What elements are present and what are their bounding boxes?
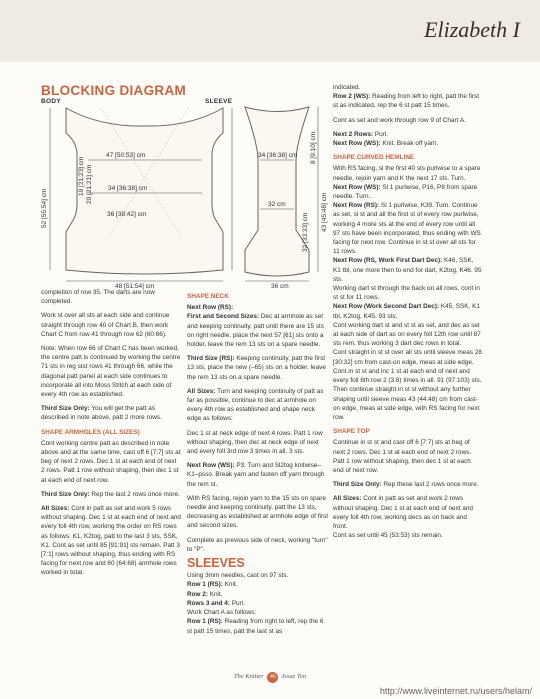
row-text: Purl. [229,599,245,607]
paragraph: Dec 1 st at neck edge of next 4 rows. Patt 1 row without shaping, then dec at neck edge of next and every foll 3rd row 3 times in all. 3 sts. [187,429,323,456]
sleeve-label: SLEEVE [205,98,233,105]
paragraph [187,461,329,489]
row-instruction [187,617,329,635]
row-label: Next Row (Work Second Dart Dec): [333,303,440,311]
paragraph: Using 3mm needles, cast on 97 sts. [187,572,289,580]
paragraph [41,504,181,578]
paragraph [187,354,329,382]
paragraph-text: Keeping continuity, patt the first 13 sts, place the new (–65) sts on a holder, leave the rem 13 sts on a spare needle. [187,355,326,381]
body-dim-waist: 36 [38:42] cm [107,211,147,218]
text-column-3 [333,83,483,545]
row-text: Knit. Break off yarn. [380,140,439,148]
row-text: Reading from right to left, rep the 6 st patt 15 times, patt the last st as [187,618,324,635]
heading-inline: Next Row (WS): [187,462,235,470]
paragraph-text: Dec at armhole as set and keeping continuity, patt until there are 15 sts on right needle, place the next 57 [61] sts onto a holder, leave the rem 13 sts on a spare needle. [187,313,325,349]
paragraph-text: Cont in patt as set and work 5 rows without shaping. Dec 1 st at each end of next and every foll 4th row, working the order on RS rows as follows: K1, K2tog, patt to the last 3 sts, SSK, K1. Cont as set until 85 [91:91] sts remain. Patt 3 [7:1] rows without shaping, thus ending with RS facing for next row and 60 (64:68) armhole rows worked in total. [41,505,181,577]
row-text: K46, SSK, K1 tbl, one more then to end for dart, K2tog, K46. 95 sts. [333,257,482,283]
paragraph [333,256,483,284]
paragraph-text: You will get the patt as described in note above, patt 2 more rows. [41,405,162,422]
paragraph: Cont in st st and inc 1 st at each end of next and every foll 6th row 2 (3:8) times in all. 91 (97:103) sts. [333,367,482,385]
body-dim-chest: 34 [36:38] cm [108,185,148,192]
body-label: BODY [41,98,61,105]
body-dim-bust: 47 [50:53] cm [106,152,146,159]
section-heading: SHAPE TOP [333,428,370,436]
page-title: Elizabeth I [424,17,520,42]
paragraph-text: Rep these last 2 rows once more. [381,481,479,489]
paragraph: Continue in st st and cast off 6 [7:7] sts at beg of next 2 rows. Dec 1 st at each end of next 2 rows. Patt 1 row without shaping, then dec 1 st at each end of next row. [333,439,472,474]
sleeve-dim-upperarm: 34 [36:38] cm [258,152,298,159]
paragraph-text: Turn and keeping continuity of patt as far as possible, continue to dec at armhole on every 4th row as established and shape neck edge as follows: [187,387,324,423]
row-text: Sl 1 purlwise, K39. Turn. Continue as set, sl st and all the first st of every row purlwise, working 4 more sts at the end of every row until all 97 sts have been incorporated, thus ending with WS facing for next row. Continue in st st over all sts for 11 rows. [333,202,481,256]
paragraph-text: Cont in patt as set and work 2 rows without shaping. Dec 1 st at each end of next and every foll 4th row, working decs as on back and front. [333,495,473,530]
sleeve-dim-elbow: 32 cm [268,201,286,208]
paragraph: Cont straight in st st over all sts until sleeve meas 28 [30:32] cm from cast-on edge, meas at side edge. [333,349,482,366]
row-label: Row 2 (WS): [333,93,371,101]
row-label: Row 1 (RS): [187,618,223,626]
paragraph: Complete as previous side of neck, working "turn" to "P". [187,536,328,553]
section-heading: SHAPE NECK [187,293,229,300]
paragraph [333,480,483,489]
paragraph [187,303,329,312]
row-text: K45, SSK, K1 tbl, K2tog, K45. 93 sts. [333,303,480,320]
row-instruction [187,580,329,589]
paragraph [333,92,483,110]
paragraph [333,183,483,201]
row-text: Knit. [207,590,223,598]
heading-inline: All Sizes: [187,387,216,395]
paragraph [187,312,329,349]
paragraph-text: Rep the last 2 rows once more. [89,490,180,498]
row-label: Next Row (RS): [333,202,380,210]
paragraph [333,302,483,320]
sleeve-outline [245,107,309,276]
row-label: Next Row (RS, Work First Dart Dec): [333,257,443,265]
page-number: 46 [267,672,278,683]
row-instruction [187,590,329,599]
heading-inline: Third Size (RS): [187,355,235,363]
magazine-name: The Knitter [233,673,264,680]
body-dim-armhole2: 20 [21:21] cm [86,164,93,204]
paragraph: Cont as set until 45 (53:53) sts remain. [333,532,443,540]
watermark-url: http://www.liveinternet.ru/users/helam/ [379,686,532,696]
paragraph: With RS facing, sl the first 40 sts purlwise to a spare needle, rejoin yarn and K the next 17 sts. Turn. [333,165,481,182]
blocking-diagram-title: BLOCKING DIAGRAM [41,83,187,98]
body-dim-hem: 48 [51:54] cm [115,283,155,290]
paragraph [41,404,181,422]
row-label: Next Row (WS): [333,183,381,191]
heading-inline: All Sizes: [41,505,70,513]
paragraph: Cont working centre patt as described in note above and at the same time, cast off 6 [7:7] sts at beg of next 2 rows. Dec 1 st at each end of next 2 rows. Patt 1 row without shaping, then dec 1 st at each end of next row. [41,439,181,484]
paragraph [187,387,329,424]
row-label: Next Row (WS): [333,140,381,148]
row-text: Sl 1 purlwise, P16, P8 from spare needle. Turn. [333,183,478,201]
paragraph: completion of row 35. The darts are now completed. [41,289,155,306]
heading-inline: All Sizes: [333,495,362,503]
row-label: Rows 3 and 4: [187,599,230,607]
row-text: Purl. [373,130,389,138]
row-text: Reading from left to right, patt the first st as indicated, rep the 6 st patt 15 times. [333,93,479,110]
paragraph [333,139,483,148]
paragraph: Working dart st through the back on all rows, cont in st st for 11 rows. [333,285,480,302]
body-dim-armhole: 19 [21:23] cm [78,156,85,196]
paragraph: indicated. [333,84,361,91]
heading-inline: First and Second Sizes: [187,313,260,321]
sleeves-heading: SLEEVES [187,556,245,571]
sleeve-dim-length-inner: 32 [33:33] cm [302,212,309,252]
heading-inline: Third Size Only: [41,490,90,498]
section-heading: SHAPE ARMHOLES (ALL SIZES) [41,428,140,436]
sleeve-dim-length: 43 [45:48] cm [321,192,328,232]
section-heading: SHAPE CURVED HEMLINE [333,154,415,162]
row-instruction [187,599,329,608]
heading-inline: Next Row (RS): [187,304,234,312]
paragraph: Work st over all sts at each side and continue straight through row 40 of Chart B, then work Chart C from row 41 through row 62 (60:66). [41,312,170,338]
paragraph: With RS facing, rejoin yarn to the 15 sts on spare needle and keeping continuity, patt the 13 sts, decreasing as established at armhole edge of first and second sizes. [187,494,329,530]
paragraph [333,201,483,256]
heading-inline: Third Size Only: [333,481,382,489]
heading-inline: Third Size Only: [41,405,90,413]
paragraph: Cont working dart st and st st as set, and dec as set at each side of dart as on every foll 12th row until 87 sts rem, thus working 3 dart dec rows in total. [333,321,481,348]
row-label: Row 2: [187,590,208,598]
paragraph-text: P3. Turn and Sl2tog knitwise–K1–psso. Break yarn and fasten off yarn through the rem st. [187,462,325,488]
paragraph: Note: When row 66 of Chart C has been worked, the centre patt is continued by working the centre 71 sts in reg stst rows 41 through 66, while the diagonal patt panel at each side continues to incorporate all into Moss Stitch at each side of every 4th row as established. [41,345,181,399]
paragraph [333,494,483,531]
issue-label: Issue Ten [281,673,307,680]
row-text: Knit. [222,581,238,589]
sleeve-dim-cuff: 36 cm [271,283,289,290]
text-column-2 [187,288,329,636]
paragraph: Then continue straight in st st without any further shaping until sleeve meas 43 (44:48) cm from cast-on edge, meas at side edge, with RS facing for next row. [333,386,480,421]
paragraph: Cont as set and work through row 9 of Chart A. [333,116,466,124]
text-column-1 [41,288,181,583]
body-dim-side: 52 [55:54] cm [41,188,48,228]
sleeve-dim-cap: 8 [9:10] cm [310,131,317,164]
row-label: Next 2 Rows: [333,130,374,138]
paragraph [41,490,181,499]
row-instruction [333,130,483,139]
row-instruction: Work Chart A as follows: [187,609,257,617]
row-label: Row 1 (RS): [187,581,223,589]
page-footer [0,672,540,683]
